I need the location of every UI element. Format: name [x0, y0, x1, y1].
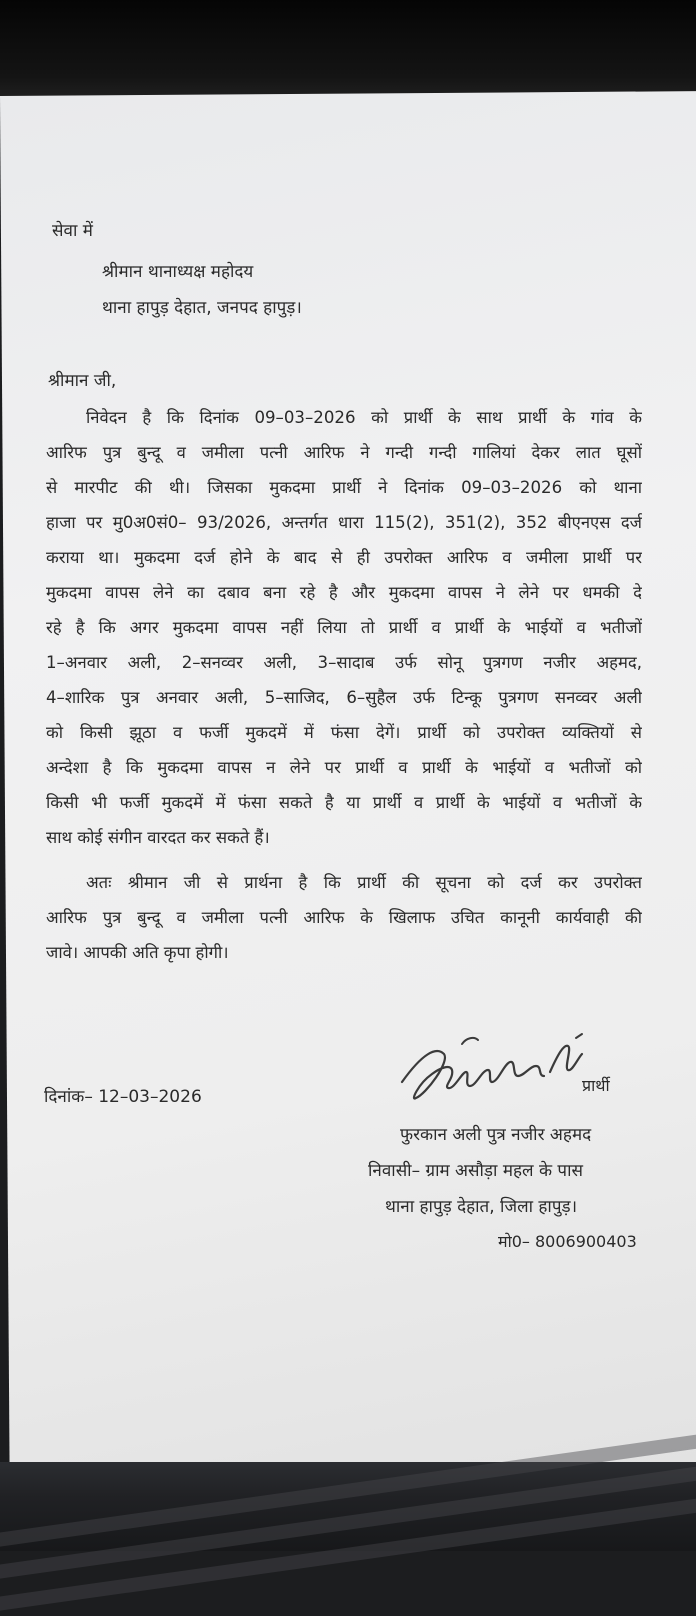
- request-line: अतः श्रीमान जी से प्रार्थना है कि प्रार्थी की सूचना को दर्ज कर उपरोक्त: [86, 873, 642, 892]
- body-line: अन्देशा है कि मुकदमा वापस न लेने पर प्रार्थी व प्रार्थी के भाईयों व भतीजों को: [46, 758, 642, 777]
- body-line: हाजा पर मु0अ0सं0– 93/2026, अन्तर्गत धारा 115(2), 351(2), 352 बीएनएस दर्ज: [46, 513, 642, 532]
- request-line: आरिफ पुत्र बुन्दू व जमीला पत्नी आरिफ के खिलाफ उचित कानूनी कार्यवाही की: [46, 908, 642, 927]
- body-line: रहे है कि अगर मुकदमा वापस नहीं लिया तो प्रार्थी व प्रार्थी के भाईयों व भतीजों: [46, 618, 642, 637]
- body-line: से मारपीट की थी। जिसका मुकदमा प्रार्थी ने दिनांक 09–03–2026 को थाना: [46, 478, 642, 497]
- body-line: किसी भी फर्जी मुकदमें में फंसा सकते है या प्रार्थी व प्रार्थी के भाईयों व भतीजों के: [46, 793, 642, 812]
- to-line: सेवा में: [52, 221, 93, 241]
- body-line: 1–अनवार अली, 2–सनव्वर अली, 3–सादाब उर्फ सोनू पुत्रगण नजीर अहमद,: [46, 653, 642, 672]
- sender-address-1: निवासी– ग्राम असौड़ा महल के पास: [368, 1161, 583, 1181]
- request-line: जावे। आपकी अति कृपा होगी।: [46, 943, 229, 962]
- sender-address-2: थाना हापुड़ देहात, जिला हापुड़।: [385, 1197, 578, 1217]
- recipient-line-2: थाना हापुड़ देहात, जनपद हापुड़।: [102, 298, 302, 318]
- salutation: श्रीमान जी,: [48, 371, 117, 391]
- sender-name: फुरकान अली पुत्र नजीर अहमद: [400, 1125, 592, 1145]
- recipient-line-1: श्रीमान थानाध्यक्ष महोदय: [102, 262, 254, 282]
- signature-label: प्रार्थी: [582, 1076, 610, 1095]
- photo-bottom-background: [0, 1462, 696, 1551]
- body-line: निवेदन है कि दिनांक 09–03–2026 को प्रार्थी के साथ प्रार्थी के गांव के: [86, 408, 642, 427]
- sender-mobile: मो0– 8006900403: [498, 1232, 637, 1251]
- body-line: साथ कोई संगीन वारदत कर सकते हैं।: [46, 828, 270, 847]
- handwritten-signature: [392, 1024, 592, 1116]
- body-line: 4–शारिक पुत्र अनवार अली, 5–साजिद, 6–सुहैल उर्फ टिन्कू पुत्रगण सनव्वर अली: [46, 688, 642, 707]
- date-line: दिनांक– 12–03–2026: [44, 1087, 202, 1107]
- body-line: आरिफ पुत्र बुन्दू व जमीला पत्नी आरिफ ने गन्दी गन्दी गालियां देकर लात घूसों: [46, 443, 642, 462]
- body-line: कराया था। मुकदमा दर्ज होने के बाद से ही उपरोक्त आरिफ व जमीला प्रार्थी पर: [46, 548, 642, 567]
- body-line: मुकदमा वापस लेने का दबाव बना रहे है और मुकदमा वापस ने लेने पर धमकी दे: [46, 583, 642, 602]
- body-line: को किसी झूठा व फर्जी मुकदमें में फंसा देगें। प्रार्थी को उपरोक्त व्यक्तियों से: [46, 723, 642, 742]
